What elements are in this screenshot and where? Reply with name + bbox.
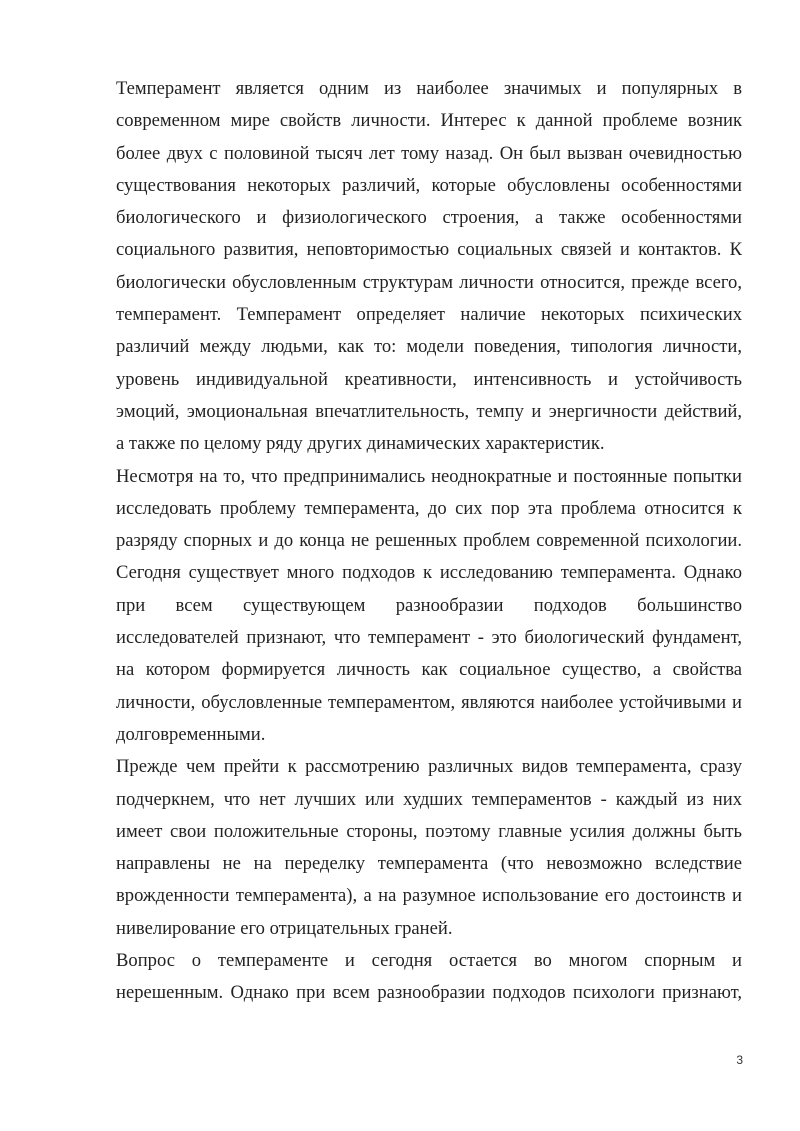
text-line: темперамент. Темперамент определяет наличие некоторых психических: [116, 304, 742, 326]
paragraph: [116, 945, 742, 1010]
text-line: на котором формируется личность как социальное существо, а свойства: [116, 659, 742, 681]
text-line: Сегодня существует много подходов к исследованию темперамента. Однако: [116, 562, 742, 584]
text-line: долговременными.: [116, 723, 266, 745]
text-line: при всем существующем разнообразии подходов большинство: [116, 594, 742, 616]
text-line: нерешенным. Однако при всем разнообразии подходов психологи признают,: [116, 982, 742, 1004]
text-line: имеет свои положительные стороны, поэтому главные усилия должны быть: [116, 820, 742, 842]
text-line: Несмотря на то, что предпринимались неоднократные и постоянные попытки: [116, 465, 742, 487]
body-text: [116, 73, 742, 1010]
text-line: уровень индивидуальной креативности, интенсивность и устойчивость: [116, 368, 742, 390]
text-line: личности, обусловленные темпераментом, являются наиболее устойчивыми и: [116, 691, 742, 713]
text-line: различий между людьми, как то: модели поведения, типология личности,: [116, 336, 742, 358]
text-line: подчеркнем, что нет лучших или худших темпераментов - каждый из них: [116, 788, 742, 810]
paragraph: [116, 73, 742, 461]
text-line: направлены не на переделку темперамента (что невозможно вследствие: [116, 853, 742, 875]
text-line: социального развития, неповторимостью социальных связей и контактов. К: [116, 239, 742, 261]
text-line: врожденности темперамента), а на разумное использование его достоинств и: [116, 885, 742, 907]
paragraph: [116, 461, 742, 752]
paragraph: [116, 751, 742, 945]
text-line: нивелирование его отрицательных граней.: [116, 917, 453, 939]
text-line: разряду спорных и до конца не решенных проблем современной психологии.: [116, 530, 742, 552]
text-line: современном мире свойств личности. Интерес к данной проблеме возник: [116, 110, 742, 132]
text-line: биологически обусловленным структурам личности относится, прежде всего,: [116, 271, 742, 293]
text-line: более двух с половиной тысяч лет тому назад. Он был вызван очевидностью: [116, 142, 742, 164]
text-line: Темперамент является одним из наиболее значимых и популярных в: [116, 78, 742, 99]
text-line: эмоций, эмоциональная впечатлительность, темпу и энергичности действий,: [116, 400, 742, 422]
text-line: существования некоторых различий, которые обусловлены особенностями: [116, 174, 742, 196]
text-line: исследовать проблему темперамента, до сих пор эта проблема относится к: [116, 497, 742, 519]
text-line: Прежде чем прейти к рассмотрению различных видов темперамента, сразу: [116, 756, 742, 778]
text-line: а также по целому ряду других динамических характеристик.: [116, 433, 605, 455]
text-line: Вопрос о темпераменте и сегодня остается во многом спорным и: [116, 950, 742, 972]
text-line: биологического и физиологического строения, а также особенностями: [116, 207, 742, 229]
page-number: 3: [736, 1053, 743, 1067]
text-line: исследователей признают, что темперамент - это биологический фундамент,: [116, 627, 742, 649]
